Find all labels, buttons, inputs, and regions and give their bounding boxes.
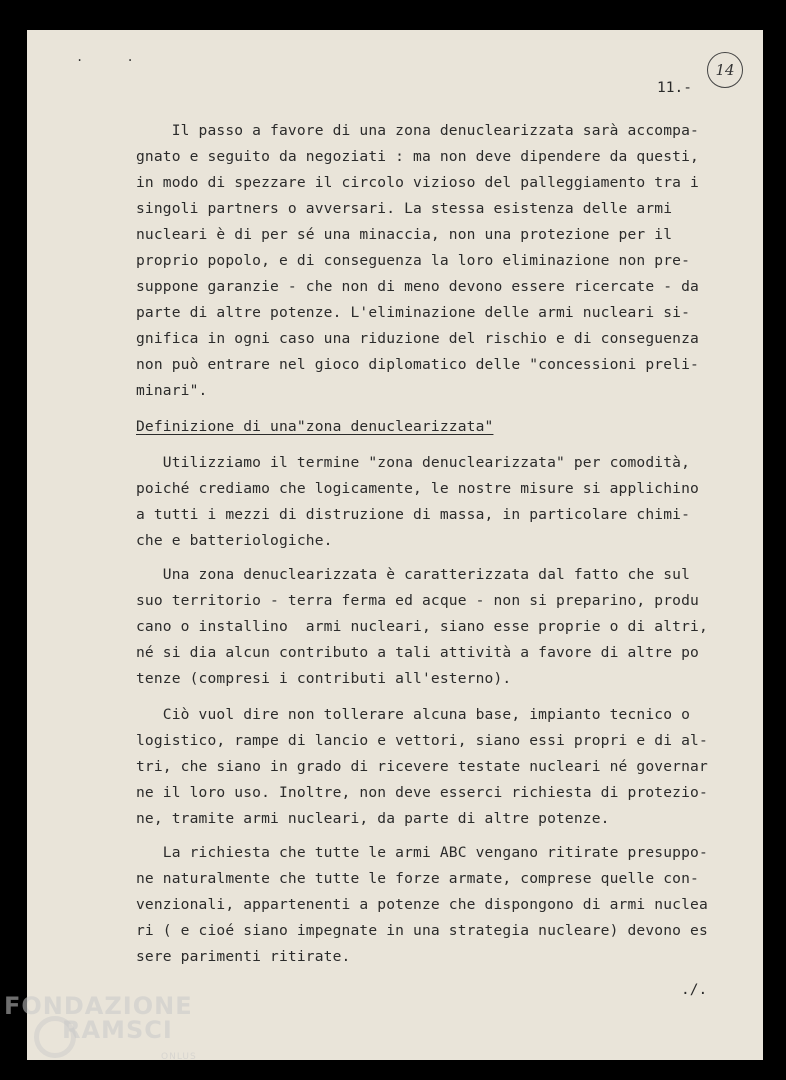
text-line: tri, che siano in grado di ricevere testate nucleari né governar — [136, 758, 708, 775]
text-line: Il passo a favore di una zona denuclearizzata sarà accompa- — [136, 122, 699, 139]
continuation-mark: ./. — [681, 982, 708, 998]
text-line: Ciò vuol dire non tollerare alcuna base, impianto tecnico o — [136, 706, 691, 723]
text-line: ne il loro uso. Inoltre, non deve esserci richiesta di protezio- — [136, 784, 708, 801]
section-heading: Definizione di una"zona denuclearizzata" — [136, 418, 494, 435]
text-line: parte di altre potenze. L'eliminazione delle armi nucleari si- — [136, 304, 691, 321]
text-line: minari". — [136, 382, 208, 399]
text-line: che e batteriologiche. — [136, 532, 333, 549]
text-line: non può entrare nel gioco diplomatico delle "concessioni preli- — [136, 356, 699, 373]
text-line: Una zona denuclearizzata è caratterizzata dal fatto che sul — [136, 566, 691, 583]
text-line: logistico, rampe di lancio e vettori, siano essi propri e di al- — [136, 732, 708, 749]
archive-stamp-number: 14 — [707, 52, 743, 88]
text-line: proprio popolo, e di conseguenza la loro eliminazione non pre- — [136, 252, 691, 269]
text-line: venzionali, appartenenti a potenze che dispongono di armi nuclea — [136, 896, 708, 913]
text-line: poiché crediamo che logicamente, le nostre misure si applichino — [136, 480, 699, 497]
text-line: gnifica in ogni caso una riduzione del rischio e di conseguenza — [136, 330, 699, 347]
text-line: tenze (compresi i contributi all'esterno). — [136, 670, 512, 687]
text-line: in modo di spezzare il circolo vizioso del palleggiamento tra i — [136, 174, 699, 191]
text-line: ne naturalmente che tutte le forze armate, comprese quelle con- — [136, 870, 699, 887]
text-line: cano o installino armi nucleari, siano esse proprie o di altri, — [136, 618, 708, 635]
text-line: gnato e seguito da negoziati : ma non deve dipendere da questi, — [136, 148, 699, 165]
text-line: singoli partners o avversari. La stessa esistenza delle armi — [136, 200, 673, 217]
text-line: suppone garanzie - che non di meno devono essere ricercate - da — [136, 278, 699, 295]
page-number: 11.- — [657, 80, 692, 96]
watermark-onlus: ONLUS — [161, 1052, 197, 1062]
text-line: nucleari è di per sé una minaccia, non una protezione per il — [136, 226, 673, 243]
text-line: suo territorio - terra ferma ed acque - non si preparino, produ — [136, 592, 699, 609]
watermark-gramsci: RAMSCI — [62, 1016, 173, 1044]
margin-marks: . . — [76, 50, 152, 64]
text-line: ri ( e cioé siano impegnate in una strategia nucleare) devono es — [136, 922, 708, 939]
text-line: né si dia alcun contributo a tali attività a favore di altre po — [136, 644, 699, 661]
text-line: sere parimenti ritirate. — [136, 948, 351, 965]
text-line: a tutti i mezzi di distruzione di massa, in particolare chimi- — [136, 506, 691, 523]
watermark-foundation: FONDAZIONE — [4, 992, 193, 1020]
text-line: ne, tramite armi nucleari, da parte di altre potenze. — [136, 810, 610, 827]
text-line: Utilizziamo il termine "zona denuclearizzata" per comodità, — [136, 454, 691, 471]
text-line: La richiesta che tutte le armi ABC vengano ritirate presuppo- — [136, 844, 708, 861]
